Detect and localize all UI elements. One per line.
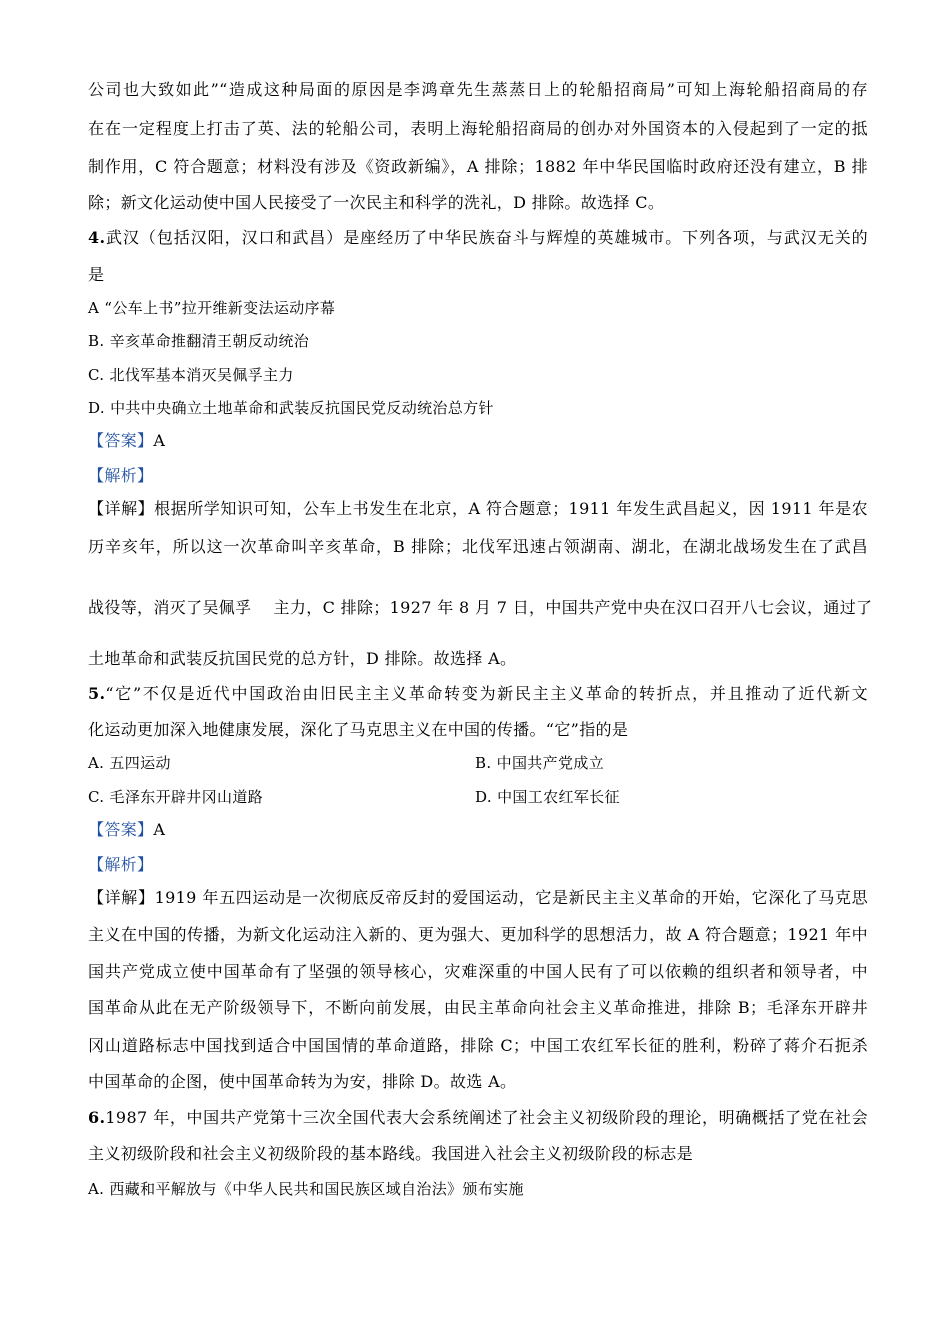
q4-stem-line: 武汉（包括汉阳，汉口和武昌）是座经历了中华民族奋斗与辉煌的英雄城市。下列各项，与武汉无关的 — [105, 228, 868, 247]
detail-tag: 【详解】 — [88, 888, 155, 907]
q5-detail-line: 国共产党成立使中国革命有了坚强的领导核心，灾难深重的中国人民有了可以依赖的组织者和领导者，中 — [88, 962, 868, 981]
carryover-line: 制作用，C 符合题意；材料没有涉及《资政新编》，A 排除；1882 年中华民国临时政府还没有建立，B 排 — [88, 157, 868, 176]
q5-detail-line: 中国革命的企图，使中国革命转为为安，排除 D。故选 A。 — [88, 1072, 517, 1091]
q6-number: 6. — [88, 1108, 106, 1127]
answer-value: A — [153, 431, 166, 450]
detail-text: 主力，C 排除；1927 年 8 月 7 日，中国共产党中央在汉口召开八七会议，通过了 — [273, 598, 873, 617]
q5-analysis-tag — [88, 855, 868, 875]
detail-tag: 【详解】 — [88, 499, 155, 518]
q4-option-a: A “公车上书”拉开维新变法运动序幕 — [88, 299, 336, 317]
q4-number: 4. — [88, 228, 106, 247]
q5-detail-line: 冈山道路标志中国找到适合中国国情的革命道路，排除 C；中国工农红军长征的胜利，粉碎了蒋介石扼杀 — [88, 1036, 868, 1055]
q4-stem-line: 是 — [88, 265, 105, 284]
q5-detail-line: 主义在中国的传播，为新文化运动注入新的、更为强大、更加科学的思想活力，故 A 符合题意；1921 年中 — [88, 925, 868, 944]
q4-detail-line — [88, 598, 873, 618]
answer-tag: 【答案】 — [88, 431, 154, 450]
q4-detail-line — [88, 499, 868, 519]
q5-stem-line: “它”不仅是近代中国政治由旧民主主义革命转变为新民主主义革命的转折点，并且推动了近代新文 — [105, 684, 868, 703]
analysis-tag: 【解析】 — [88, 855, 154, 874]
carryover-line: 除；新文化运动使中国人民接受了一次民主和科学的洗礼，D 排除。故选择 C。 — [88, 193, 665, 212]
q4-analysis-tag — [88, 466, 868, 486]
q5-stem — [88, 684, 868, 704]
q4-detail-line: 历辛亥年，所以这一次革命叫辛亥革命，B 排除；北伐军迅速占领湖南、湖北，在湖北战场发生在了武昌 — [88, 537, 868, 556]
q6-option-a: A. 西藏和平解放与《中华人民共和国民族区域自治法》颁布实施 — [88, 1180, 524, 1198]
q5-option-a: A. 五四运动 — [88, 754, 171, 772]
answer-value: A — [153, 820, 166, 839]
q6-stem-line: 主义初级阶段和社会主义初级阶段的基本路线。我国进入社会主义初级阶段的标志是 — [88, 1144, 693, 1163]
detail-text: 根据所学知识可知，公车上书发生在北京，A 符合题意；1911 年发生武昌起义，因 1911 年是农 — [154, 499, 868, 518]
q5-option-d: D. 中国工农红军长征 — [475, 788, 620, 806]
q5-stem-line: 化运动更加深入地健康发展，深化了马克思主义在中国的传播。“它”指的是 — [88, 720, 629, 739]
q6-stem-line: 1987 年，中国共产党第十三次全国代表大会系统阐述了社会主义初级阶段的理论，明确概括了党在社会 — [105, 1108, 868, 1127]
q4-option-c: C. 北伐军基本消灭吴佩孚主力 — [88, 366, 294, 384]
q5-number: 5. — [88, 684, 106, 703]
q4-answer — [88, 431, 868, 451]
q5-detail-line: 国革命从此在无产阶级领导下，不断向前发展，由民主革命向社会主义革命推进，排除 B；毛泽东开辟井 — [88, 998, 868, 1017]
carryover-line: 公司也大致如此”“造成这种局面的原因是李鸿章先生蒸蒸日上的轮船招商局”可知上海轮船招商局的存 — [88, 80, 868, 99]
detail-text: 1919 年五四运动是一次彻底反帝反封的爱国运动，它是新民主主义革命的开始，它深化了马克思 — [154, 888, 868, 907]
detail-text: 战役等，消灭了吴佩孚 — [88, 598, 252, 617]
carryover-line: 在在一定程度上打击了英、法的轮船公司，表明上海轮船招商局的创办对外国资本的入侵起到了一定的抵 — [88, 119, 868, 138]
q5-option-b: B. 中国共产党成立 — [475, 754, 605, 772]
q5-detail-line — [88, 888, 868, 908]
answer-tag: 【答案】 — [88, 820, 154, 839]
q4-stem — [88, 228, 868, 248]
q6-stem — [88, 1108, 868, 1128]
q4-detail-line: 土地革命和武装反抗国民党的总方针，D 排除。故选择 A。 — [88, 649, 517, 668]
q4-option-b: B. 辛亥革命推翻清王朝反动统治 — [88, 332, 310, 350]
q5-answer — [88, 820, 868, 840]
q4-option-d: D. 中共中央确立土地革命和武装反抗国民党反动统治总方针 — [88, 399, 494, 417]
q5-option-c: C. 毛泽东开辟井冈山道路 — [88, 788, 264, 806]
analysis-tag: 【解析】 — [88, 466, 154, 485]
